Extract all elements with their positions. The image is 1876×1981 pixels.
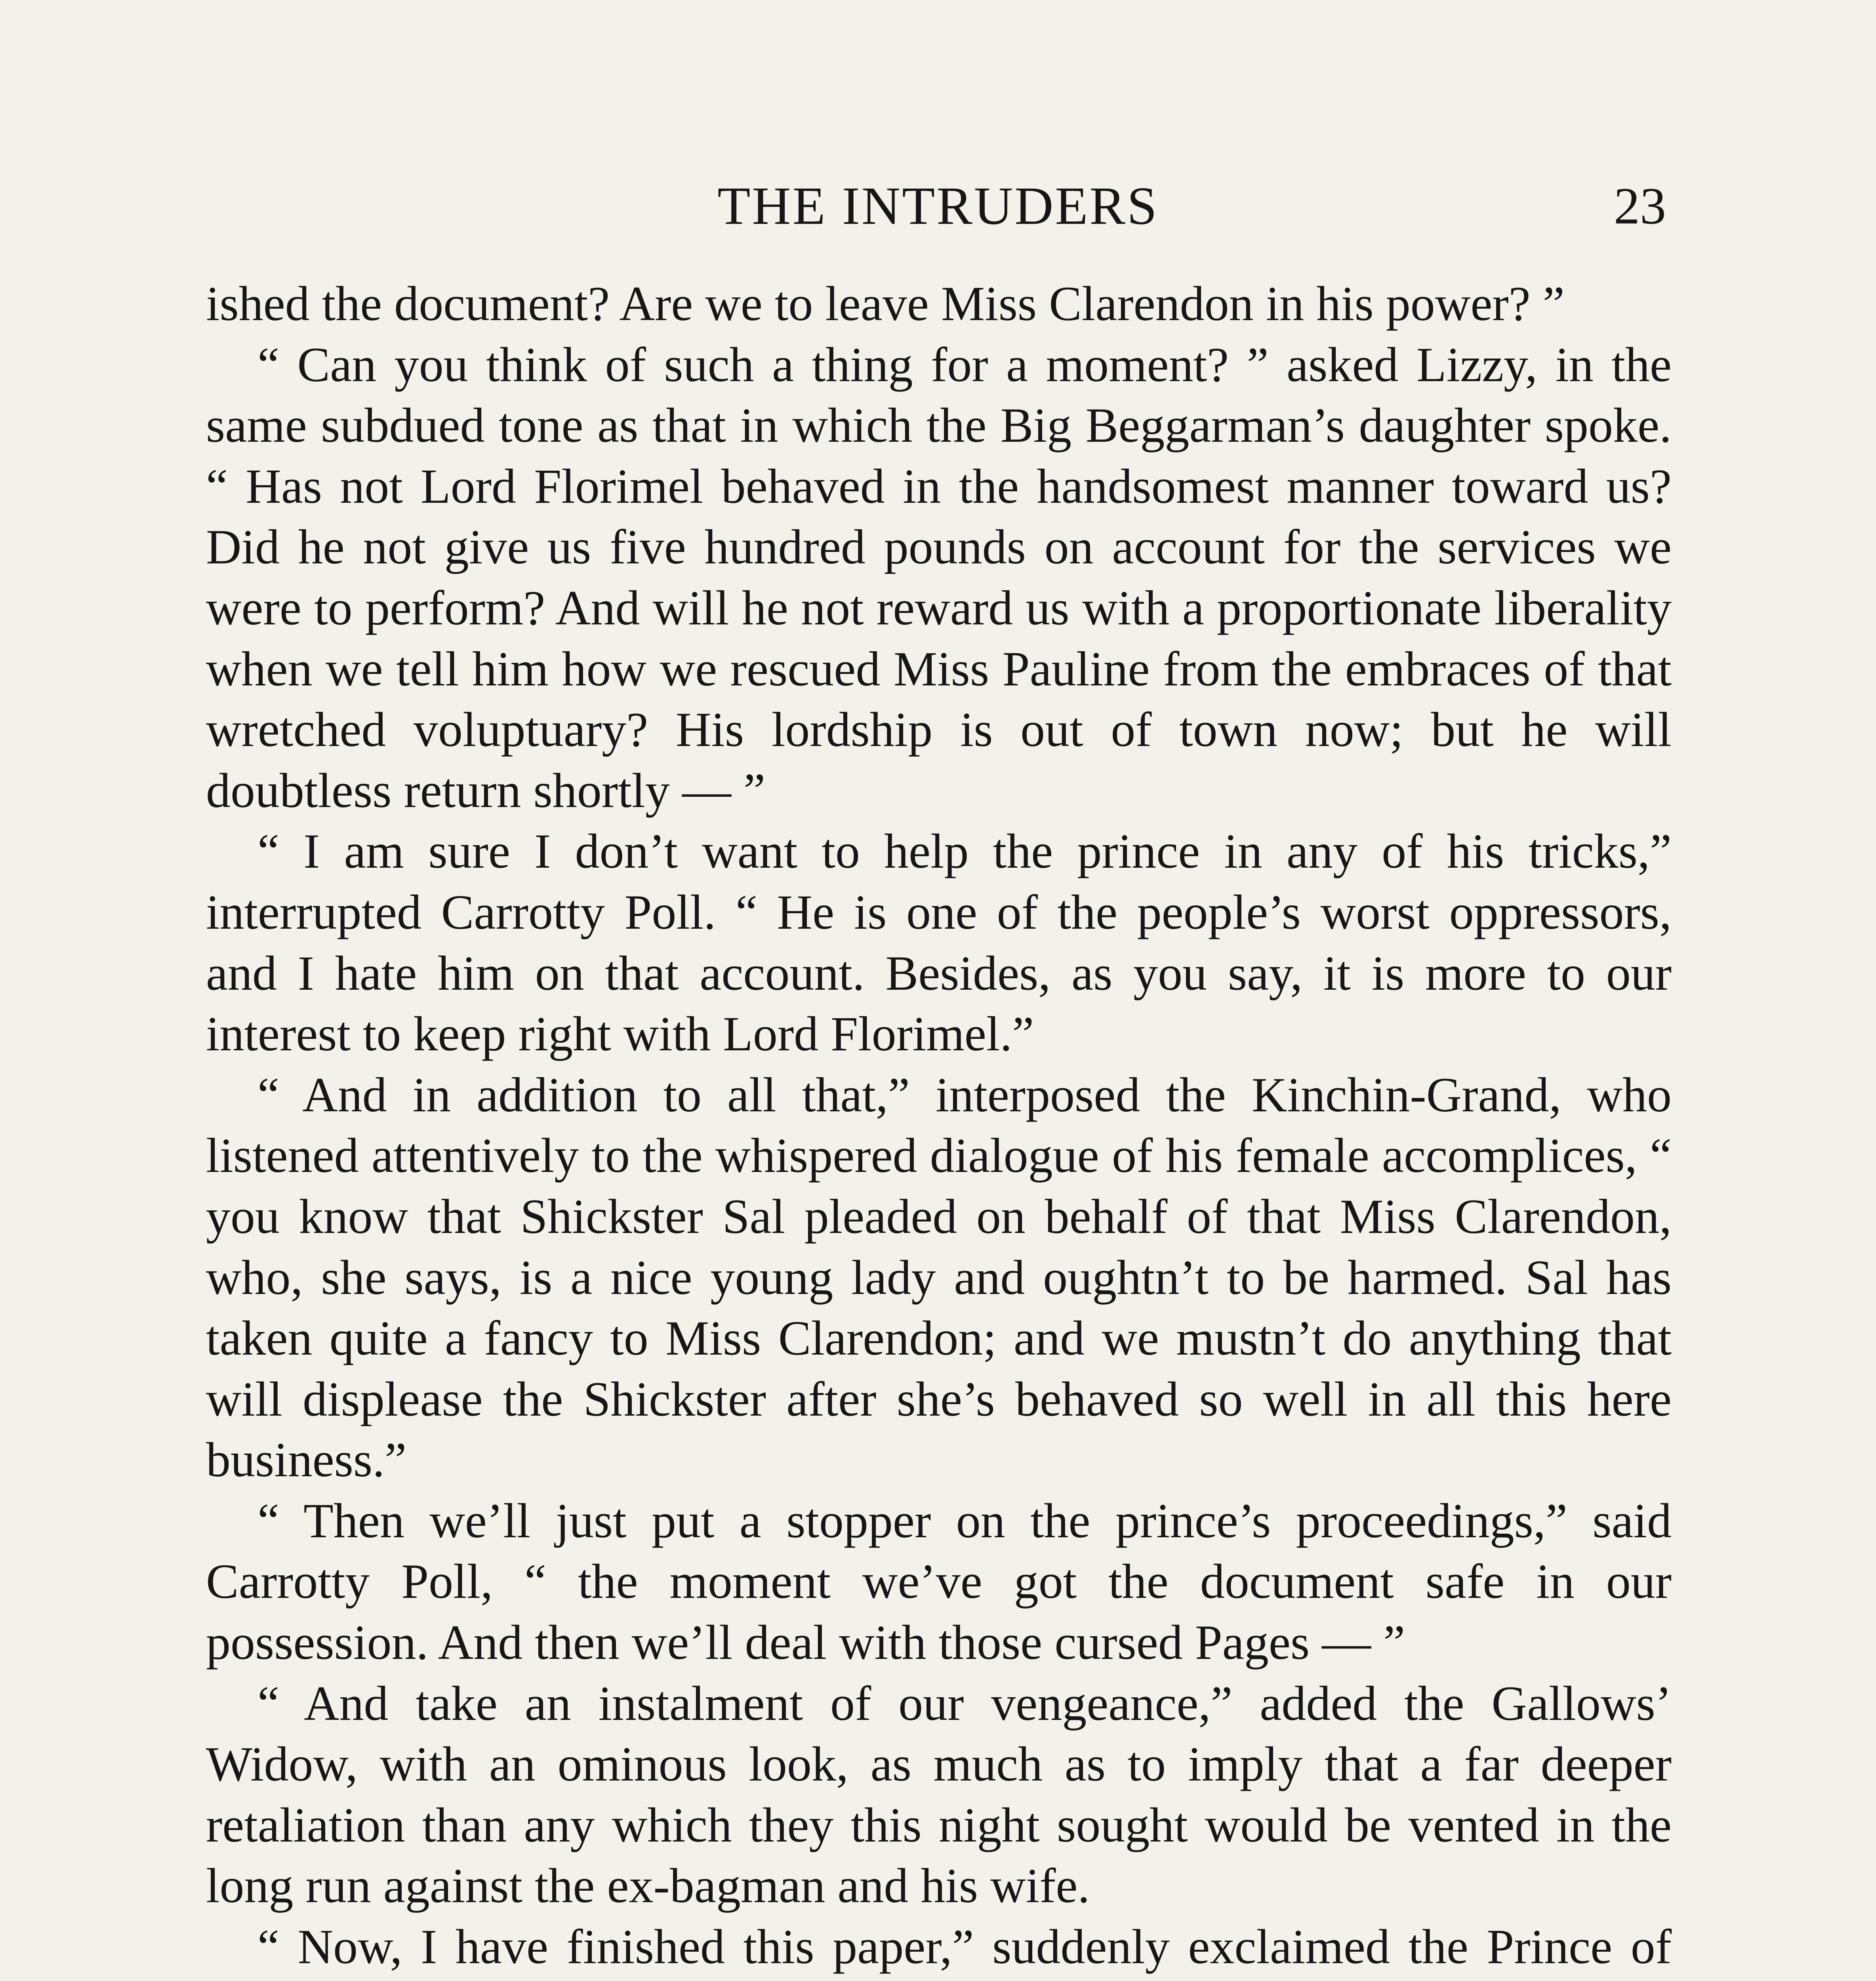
paragraph-continued: ished the document? Are we to leave Miss Clarendon in his power? ” [206, 277, 1565, 331]
paragraph: “ I am sure I don’t want to help the prince in any of his tricks,” interrupted Carrotty Poll. “ He is one of the people’s worst oppressors, and I hate him on that account. Besides, as you say, it is more to our interest to keep right with Lord Florimel.” [206, 824, 1672, 1061]
paragraph: “ And take an instalment of our vengeance,” added the Gallows’ Widow, with an ominous look, as much as to imply that a far deeper retaliation than any which they this night sought would be vented in the long run against the ex-bagman and his wife. [206, 1676, 1672, 1913]
page-number: 23 [1614, 177, 1666, 235]
paragraph: “ Then we’ll just put a stopper on the prince’s proceedings,” said Carrotty Poll, “ the moment we’ve got the document safe in our possession. And then we’ll deal with those cursed Pages — ” [206, 1493, 1672, 1670]
paragraph: “ Can you think of such a thing for a moment? ” asked Lizzy, in the same subdued tone as that in which the Big Beggarman’s daughter spoke. “ Has not Lord Florimel behaved in the handsomest manner toward us? Did he not give us five hundred pounds on account for the services we were to perform? And will he not reward us with a proportionate liberality when we tell him how we rescued Miss Pauline from the embraces of that wretched voluptuary? His lordship is out of town now; but he will doubtless return shortly — ” [206, 337, 1672, 818]
paragraph: “ And in addition to all that,” interposed the Kinchin-Grand, who listened attentively to the whispered dialogue of his female accomplices, “ you know that Shickster Sal pleaded on behalf of that Miss Clarendon, who, she says, is a nice young lady and oughtn’t to be harmed. Sal has taken quite a fancy to Miss Clarendon; and we mustn’t do anything that will displease the Shickster after she’s behaved so well in all this here business.” [206, 1067, 1672, 1487]
paragraph: “ Now, I have finished this paper,” suddenly exclaimed the Prince of [257, 1920, 1672, 1974]
running-head [0, 166, 1876, 246]
running-title: THE INTRUDERS [717, 176, 1159, 236]
body-text [206, 273, 1672, 1981]
